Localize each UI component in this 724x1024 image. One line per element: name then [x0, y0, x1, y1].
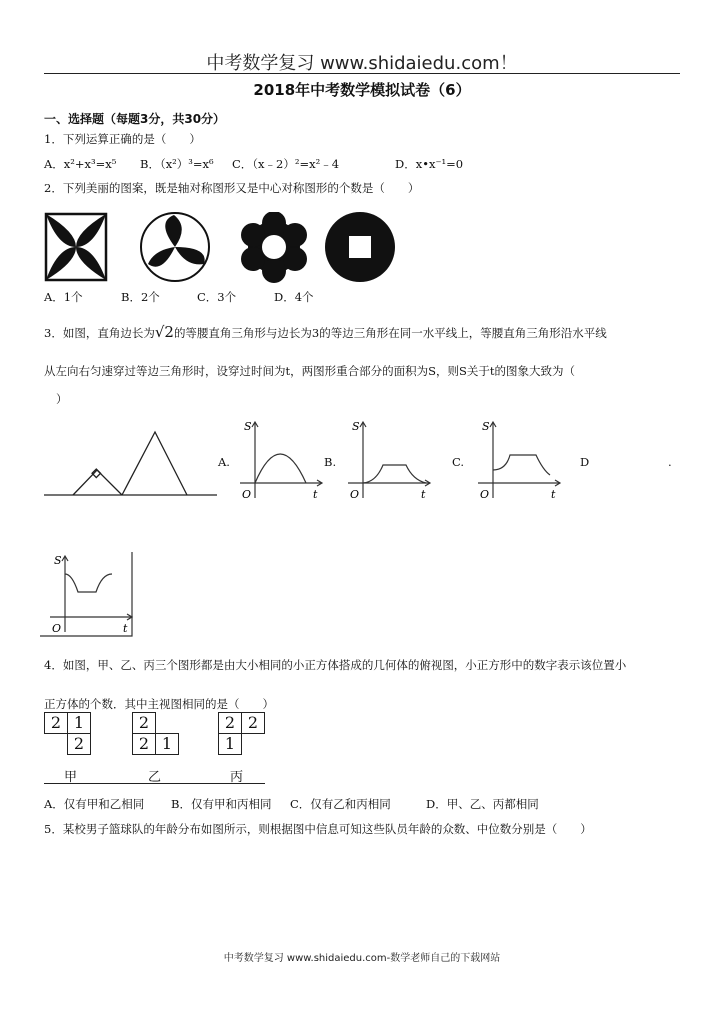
axis-s: S: [54, 554, 62, 567]
q4-option-b: B．仅有甲和丙相同: [171, 797, 272, 811]
grid-cell: 2: [132, 712, 156, 734]
q3-option-b-label: B.: [324, 455, 337, 469]
q3-triangles-figure: [44, 425, 219, 500]
grid-cell: 2: [44, 712, 68, 734]
q3-dot: .: [668, 455, 672, 469]
grid-cell: 1: [218, 733, 242, 755]
q4-line2: 正方体的个数．其中主视图相同的是（ ）: [44, 697, 274, 711]
label-bing: 丙: [230, 770, 244, 785]
q4-option-c: C．仅有乙和丙相同: [290, 797, 391, 811]
curve: [493, 455, 550, 475]
q4-baseline: [44, 783, 265, 784]
curve: [255, 454, 306, 483]
axis-t: t: [421, 488, 426, 501]
q1-option-d: D．x•x⁻¹=0: [395, 157, 464, 171]
graph-d: [40, 552, 136, 638]
q2-option-a: A．1个: [44, 290, 83, 304]
page-footer: 中考数学复习 www.shidaiedu.com-数学老师自己的下载网站: [223, 953, 501, 964]
header-rule: [44, 73, 680, 74]
axis-t: t: [313, 488, 318, 501]
curve: [65, 574, 112, 592]
q1-option-a: A．x²+x³=x⁵: [44, 157, 117, 171]
q5-stem: 5．某校男子篮球队的年龄分布如图所示，则根据图中信息可知这些队员年龄的众数、中位数分别是（ ）: [44, 822, 592, 836]
section-heading: 一、选择题（每题3分，共30分）: [44, 112, 226, 126]
graph-b: [338, 418, 434, 504]
label-jia: 甲: [64, 770, 78, 785]
flower-pattern: [241, 212, 307, 283]
grid-cell: 2: [67, 733, 91, 755]
q1-stem: 1．下列运算正确的是（ ）: [44, 132, 201, 146]
q3-line3: ）: [56, 392, 68, 406]
origin: O: [52, 622, 62, 635]
graph-c: [468, 418, 564, 504]
origin: O: [350, 488, 360, 501]
q3-option-c-label: C.: [452, 455, 465, 469]
q2-stem: 2．下列美丽的图案，既是轴对称图形又是中心对称图形的个数是（ ）: [44, 181, 420, 195]
page-header: 中考数学复习 www.shidaiedu.com！: [206, 53, 518, 74]
curve: [363, 465, 426, 483]
square-petal-pattern: [46, 214, 106, 280]
q2-option-c: C．3个: [197, 290, 237, 304]
coin-pattern: [325, 212, 395, 282]
axis-s: S: [482, 420, 490, 433]
grid-cell: 2: [132, 733, 156, 755]
q4-option-d: D．甲、乙、丙都相同: [426, 797, 539, 811]
page-title: 2018年中考数学模拟试卷（6）: [253, 81, 471, 99]
grid-cell: 2: [218, 712, 242, 734]
circle-propeller-pattern: [141, 213, 209, 281]
origin: O: [242, 488, 252, 501]
graph-a: [230, 418, 326, 504]
grid-cell: 1: [155, 733, 179, 755]
q3-text: 的等腰直角三角形与边长为3的等边三角形在同一水平线上，等腰直角三角形沿水平线: [173, 326, 607, 340]
grid-cell: 2: [241, 712, 265, 734]
q3-line1: [44, 323, 607, 341]
q4-option-a: A．仅有甲和乙相同: [44, 797, 145, 811]
axis-s: S: [352, 420, 360, 433]
q3-option-d-label: D: [580, 455, 590, 469]
origin: O: [480, 488, 490, 501]
grid-cell: 1: [67, 712, 91, 734]
q3-line2: 从左向右匀速穿过等边三角形时，设穿过时间为t，两图形重合部分的面积为S，则S关于t的图象大致为（: [44, 364, 575, 378]
axis-t: t: [123, 622, 128, 635]
q2-option-b: B．2个: [121, 290, 160, 304]
label-yi: 乙: [148, 770, 162, 785]
q2-patterns: [44, 212, 404, 284]
q1-option-c: C．（x﹣2）²=x²﹣4: [232, 157, 340, 171]
q4-line1: 4．如图，甲、乙、丙三个图形都是由大小相同的小正方体搭成的几何体的俯视图，小正方形中的数字表示该位置小: [44, 658, 627, 672]
axis-t: t: [551, 488, 556, 501]
axis-s: S: [244, 420, 252, 433]
q2-option-d: D．4个: [274, 290, 314, 304]
q3-text: 3．如图，直角边长为: [44, 326, 155, 340]
q1-option-b: B．（x²）³=x⁶: [140, 157, 214, 171]
q3-option-a-label: A.: [218, 455, 230, 469]
sqrt2: √2: [154, 323, 174, 341]
